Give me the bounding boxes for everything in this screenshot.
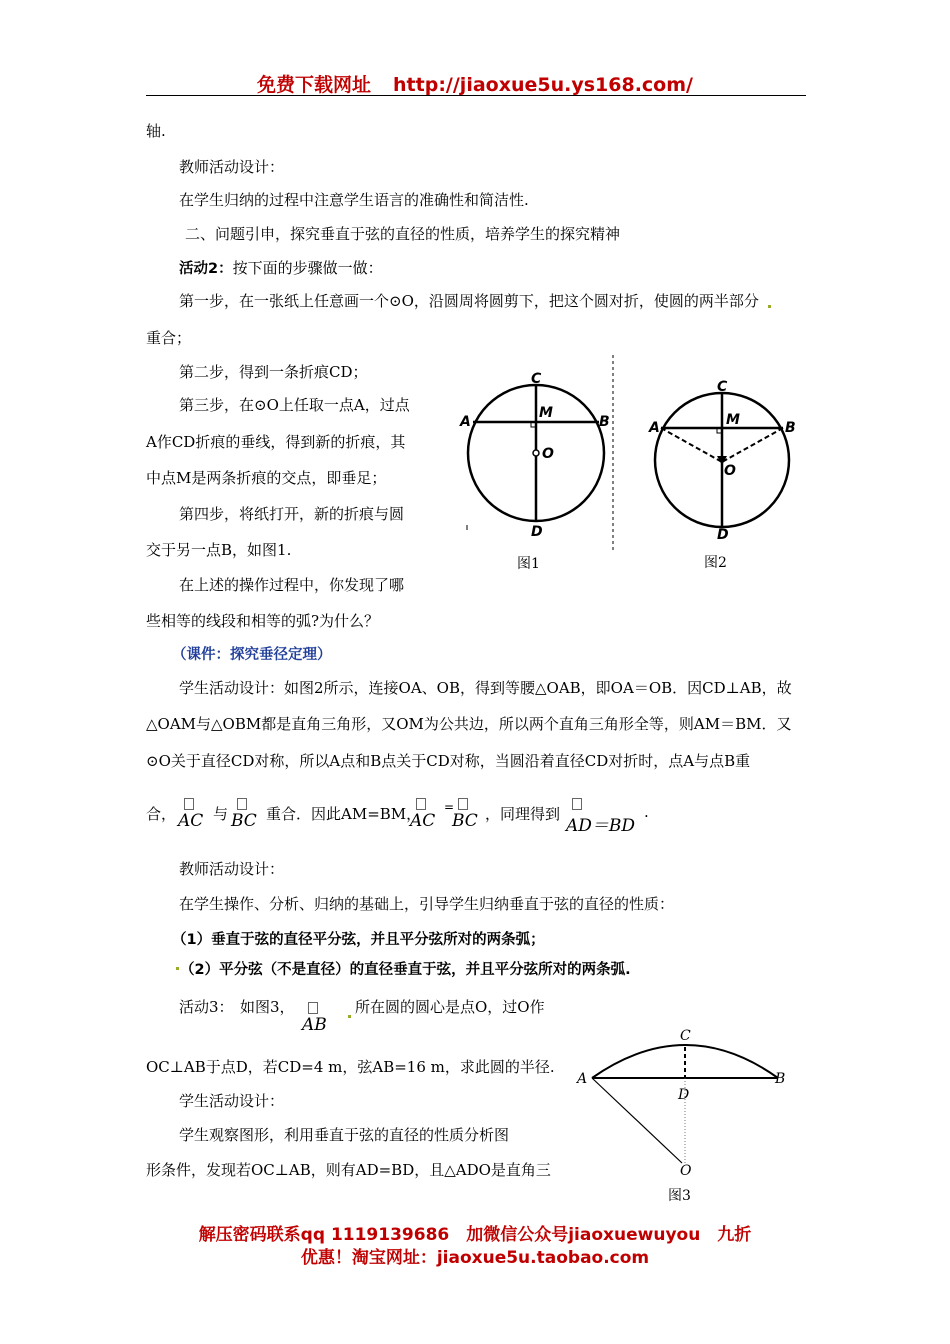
fig1-label-c: C (531, 371, 542, 387)
step-3-line-3: 中点M是两条折痕的交点，即垂足； (146, 469, 387, 487)
activity-3-label: 活动3： (179, 998, 234, 1016)
fig2-label-c: C (717, 379, 728, 395)
activity-2-text: 按下面的步骤做一做： (232, 259, 383, 277)
theorem-2: （2）平分弦（不是直径）的直径垂直于弦，并且平分弦所对的两条弧. (180, 962, 631, 978)
activity-3-text-b: 所在圆的圆心是点O，过O作 (355, 998, 545, 1016)
arc-ab: AB (302, 1002, 327, 1035)
header-divider (146, 95, 806, 96)
fig3-label-o: O (680, 1163, 692, 1179)
arc-line-text-b: 与 (213, 805, 229, 823)
fig1-label-o: O (542, 446, 554, 462)
arc-line-text-a: 合， (146, 805, 177, 823)
arc-line-text-f: . (644, 803, 649, 821)
teacher-guide-text: 在学生操作、分析、归纳的基础上，引导学生归纳垂直于弦的直径的性质： (179, 895, 675, 913)
page-header (0, 70, 950, 97)
question-line-1: 在上述的操作过程中，你发现了哪 (179, 576, 405, 594)
fig3-label-c: C (680, 1028, 691, 1044)
footer-line-1: 解压密码联系qq 1119139686 加微信公众号jiaoxuewuyou 九折 (198, 1225, 752, 1245)
step-4-line-2: 交于另一点B，如图1. (146, 541, 292, 559)
step-2: 第二步，得到一条折痕CD； (179, 363, 368, 381)
text-line-2: 教师活动设计： (179, 158, 285, 176)
activity-2 (179, 257, 383, 278)
fig2-caption: 图2 (704, 555, 727, 571)
fig3-label-d: D (678, 1087, 690, 1103)
figure-3 (570, 1015, 795, 1215)
arc-ac-1: AC (178, 798, 203, 831)
step-4-line-1: 第四步，将纸打开，新的折痕与圆 (179, 505, 405, 523)
text-line-1: 轴. (146, 122, 166, 140)
theorem-1: （1）垂直于弦的直径平分弦，并且平分弦所对的两条弧； (172, 932, 545, 948)
header-title: 免费下载网址 (257, 74, 372, 96)
step-1-line-2: 重合； (146, 329, 192, 347)
fig1-label-b: B (599, 414, 610, 430)
fig1-label-m: M (539, 405, 553, 421)
arc-line-text-e: ，同理得到 (485, 805, 561, 823)
courseware-note: （课件：探究垂径定理） (172, 647, 332, 663)
figure-2 (640, 372, 810, 577)
step-1-line-1: 第一步，在一张纸上任意画一个⊙O，沿圆周将圆剪下，把这个圆对折，使圆的两半部分 (179, 292, 759, 310)
fig3-label-a: A (577, 1071, 588, 1087)
fig2-label-o: O (724, 463, 736, 479)
question-line-2: 些相等的线段和相等的弧?为什么？ (146, 612, 380, 630)
fig1-label-d: D (531, 524, 543, 540)
arc-ad-eq-bd: AD＝BD (566, 798, 635, 836)
fig2-label-d: D (717, 527, 729, 543)
step-3-line-1: 第三步，在⊙O上任取一点A，过点 (179, 396, 410, 414)
header-url[interactable]: http://jiaoxue5u.ys168.com/ (393, 74, 693, 96)
arc-line-text-d: = (444, 800, 455, 814)
fig3-label-b: B (775, 1071, 786, 1087)
stray-dot (768, 305, 771, 308)
student-design-3-title: 学生活动设计： (179, 1092, 285, 1110)
footer-line-2[interactable]: 优惠！淘宝网址：jiaoxue5u.taobao.com (300, 1248, 650, 1268)
student-design-line-2: △OAM与△OBM都是直角三角形，又OM为公共边，所以两个直角三角形全等，则AM＝BM．又 (146, 715, 792, 733)
fig2-label-b: B (785, 420, 796, 436)
student-design-line-1: 学生活动设计：如图2所示，连接OA、OB，得到等腰△OAB，即OA＝OB．因CD⊥AB，故 (179, 679, 792, 697)
fig3-caption: 图3 (668, 1188, 691, 1204)
fig2-label-m: M (726, 412, 740, 428)
arc-bc-1: BC (231, 798, 257, 831)
teacher-design-2: 教师活动设计： (179, 860, 285, 878)
fig1-caption: 图1 (517, 556, 540, 572)
student-design-3-line-2: 形条件，发现若OC⊥AB，则有AD=BD，且△ADO是直角三 (146, 1161, 551, 1179)
stray-dot (176, 967, 179, 970)
arc-bc-2: BC (452, 798, 478, 831)
student-design-line-3: ⊙O关于直径CD对称，所以A点和B点关于CD对称，当圆沿着直径CD对折时，点A与点B重 (146, 752, 751, 770)
step-3-line-2: A作CD折痕的垂线，得到新的折痕，其 (146, 433, 406, 451)
figure-1 (455, 355, 625, 580)
activity-3-text-a: 如图3， (240, 998, 295, 1016)
arc-ac-2: AC (410, 798, 435, 831)
fig1-label-a: A (460, 414, 471, 430)
activity-3-problem: OC⊥AB于点D，若CD=4 m，弦AB=16 m，求此圆的半径. (146, 1058, 555, 1076)
student-design-3-line-1: 学生观察图形，利用垂直于弦的直径的性质分析图 (179, 1126, 510, 1144)
stray-dot (348, 1015, 351, 1018)
activity-2-label: 活动2： (179, 261, 233, 277)
arc-line-text-c: 重合．因此AM=BM， (266, 805, 422, 823)
section-heading-2: 二、问题引申，探究垂直于弦的直径的性质，培养学生的探究精神 (185, 225, 621, 243)
fig2-label-a: A (649, 420, 660, 436)
text-line-3: 在学生归纳的过程中注意学生语言的准确性和简洁性. (179, 191, 529, 209)
